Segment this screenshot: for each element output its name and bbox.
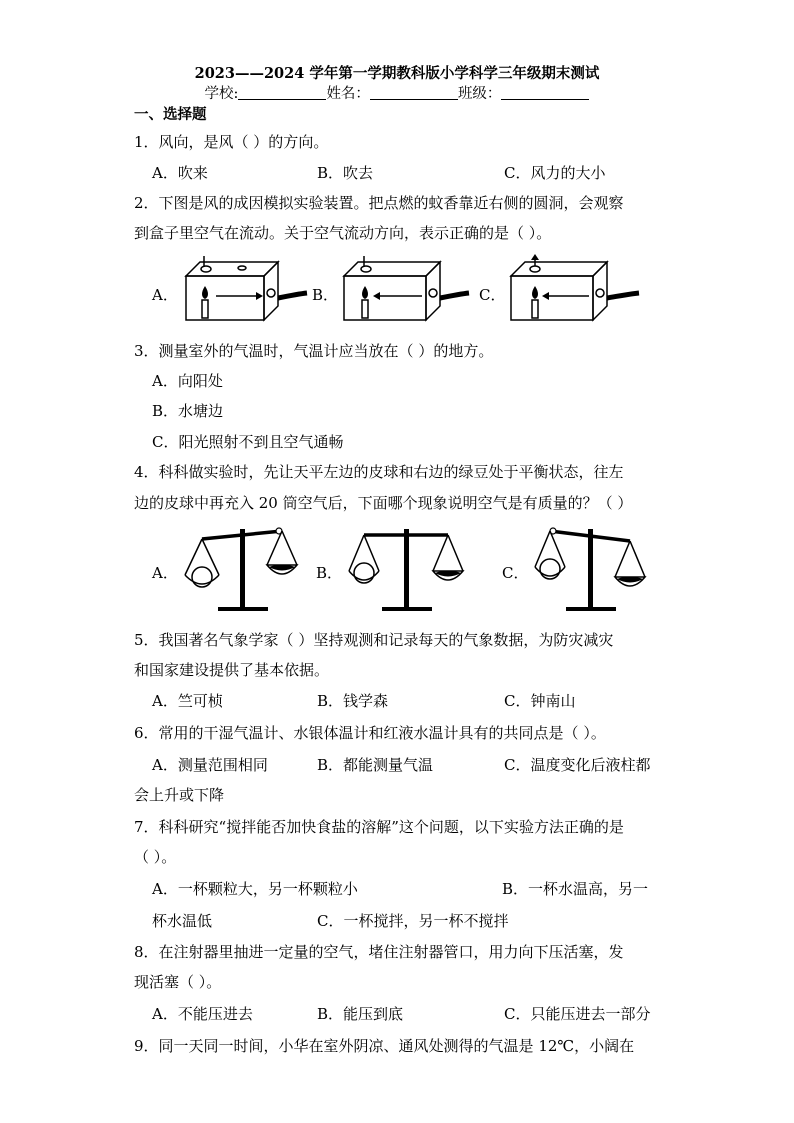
- q7-option-b-continued: 杯水温低: [152, 912, 213, 930]
- q8-option-b[interactable]: B．能压到底: [317, 1005, 404, 1023]
- q4-stem-line2: 边的皮球中再充入 20 筒空气后，下面哪个现象说明空气是有质量的？（ ）: [134, 494, 633, 512]
- q2-option-a[interactable]: A．: [152, 286, 178, 304]
- q2-figure-a: [180, 256, 310, 322]
- q8-option-c[interactable]: C．只能压进去一部分: [504, 1005, 651, 1023]
- school-label: 学校:: [204, 86, 239, 102]
- q5-option-a[interactable]: A．竺可桢: [152, 692, 223, 710]
- name-label: 姓名：: [326, 86, 370, 102]
- class-label: 班级：: [457, 86, 502, 102]
- q2-figure-b: [338, 256, 472, 322]
- q6-option-a[interactable]: A．测量范围相同: [152, 756, 268, 774]
- q1-option-b[interactable]: B．吹去: [317, 164, 374, 182]
- section-heading: 一、选择题: [134, 106, 207, 123]
- q8-stem-line1: 8．在注射器里抽进一定量的空气，堵住注射器管口，用力向下压活塞，发: [134, 943, 624, 961]
- q1-option-c[interactable]: C．风力的大小: [504, 164, 606, 182]
- q2-option-c[interactable]: C．: [479, 286, 506, 304]
- q5-option-c[interactable]: C．钟南山: [504, 692, 576, 710]
- q4-option-a[interactable]: A．: [152, 564, 178, 582]
- q2-figure-c: [505, 256, 643, 322]
- q8-option-a[interactable]: A．不能压进去: [152, 1005, 253, 1023]
- q7-option-b[interactable]: B．一杯水温高，另一: [502, 880, 649, 898]
- q2-option-b[interactable]: B．: [312, 286, 339, 304]
- q5-stem-line2: 和国家建设提供了基本依据。: [134, 661, 330, 679]
- q7-option-a[interactable]: A．一杯颗粒大，另一杯颗粒小: [152, 880, 358, 898]
- q7-option-c[interactable]: C．一杯搅拌，另一杯不搅拌: [317, 912, 509, 930]
- q1-stem: 1．风向，是风（ ）的方向。: [134, 133, 329, 151]
- class-blank[interactable]: [501, 85, 589, 100]
- q7-stem-line2: （ ）。: [134, 848, 177, 866]
- school-blank[interactable]: [238, 85, 326, 100]
- name-blank[interactable]: [370, 85, 458, 100]
- q3-option-a[interactable]: A．向阳处: [152, 372, 223, 390]
- q6-option-c-continued: 会上升或下降: [134, 786, 225, 804]
- q4-balance-a: [182, 527, 316, 613]
- q2-stem-line2: 到盒子里空气在流动。关于空气流动方向，表示正确的是（ ）。: [134, 224, 552, 242]
- q2-stem-line1: 2．下图是风的成因模拟实验装置。把点燃的蚊香靠近右侧的圆洞，会观察: [134, 194, 624, 212]
- student-info-line: [0, 82, 794, 103]
- q3-option-b[interactable]: B．水塘边: [152, 402, 224, 420]
- q4-balance-b: [346, 527, 480, 613]
- q6-stem: 6．常用的干湿气温计、水银体温计和红液水温计具有的共同点是（ ）。: [134, 724, 606, 742]
- q4-stem-line1: 4．科科做实验时，先让天平左边的皮球和右边的绿豆处于平衡状态，往左: [134, 463, 624, 481]
- q6-option-c[interactable]: C．温度变化后液柱都: [504, 756, 651, 774]
- exam-title: 2023——2024 学年第一学期教科版小学科学三年级期末测试: [194, 65, 600, 82]
- q3-option-c[interactable]: C．阳光照射不到且空气通畅: [152, 433, 344, 451]
- q6-option-b[interactable]: B．都能测量气温: [317, 756, 434, 774]
- q5-option-b[interactable]: B．钱学森: [317, 692, 389, 710]
- q4-option-b[interactable]: B．: [316, 564, 343, 582]
- q9-stem-line1: 9．同一天同一时间，小华在室外阴凉、通风处测得的气温是 12℃，小阔在: [134, 1037, 635, 1055]
- q4-option-c[interactable]: C．: [502, 564, 529, 582]
- q7-stem-line1: 7．科科研究“搅拌能否加快食盐的溶解”这个问题，以下实验方法正确的是: [134, 818, 624, 836]
- q5-stem-line1: 5．我国著名气象学家（ ）坚持观测和记录每天的气象数据，为防灾减灾: [134, 631, 614, 649]
- q4-balance-c: [530, 527, 664, 613]
- q3-stem: 3．测量室外的气温时，气温计应当放在（ ）的地方。: [134, 342, 494, 360]
- q1-option-a[interactable]: A．吹来: [152, 164, 208, 182]
- q8-stem-line2: 现活塞（ ）。: [134, 973, 222, 991]
